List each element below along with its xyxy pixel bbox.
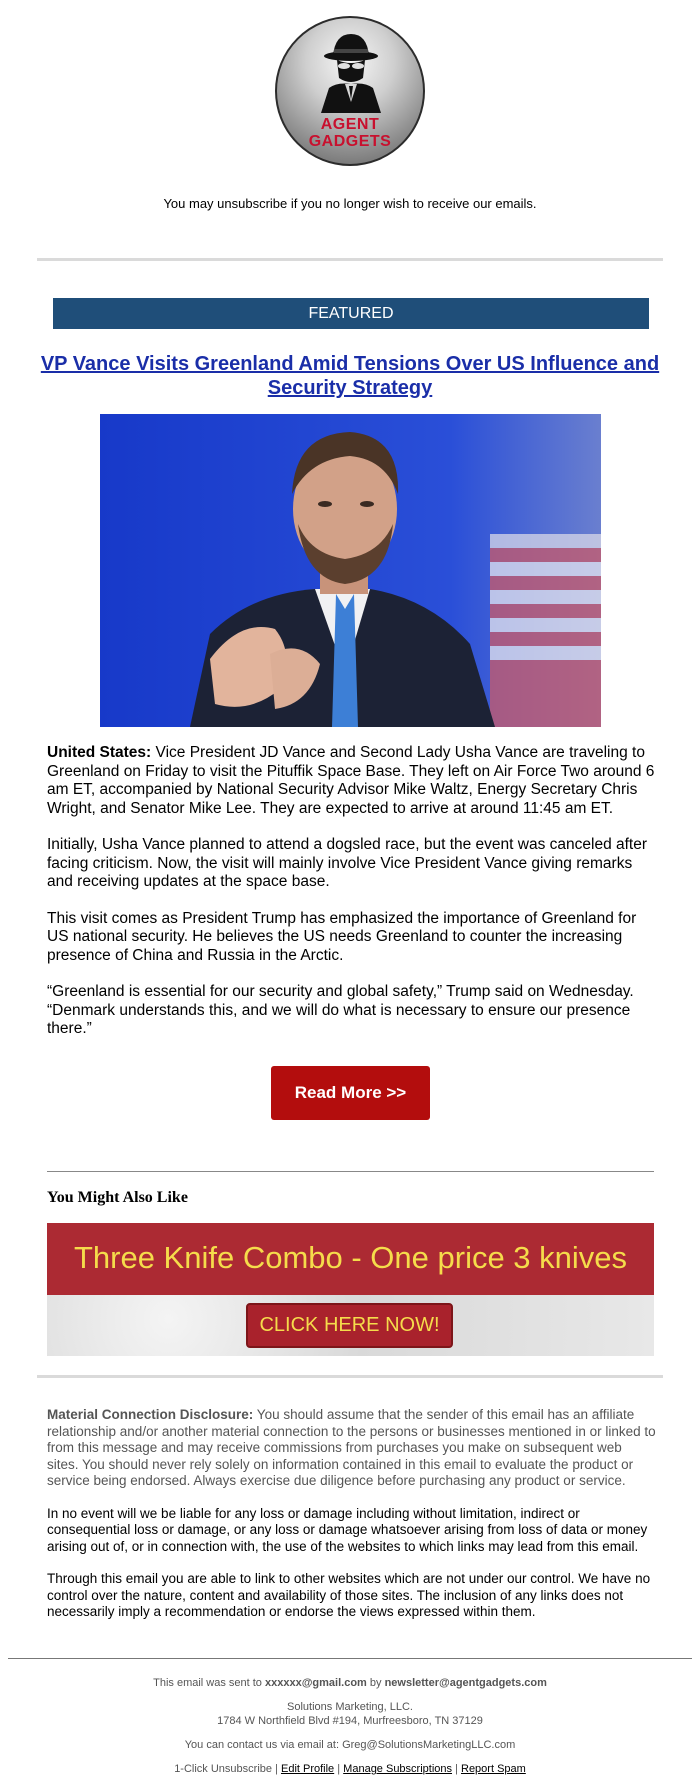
sent-prefix: This email was sent to bbox=[153, 1677, 265, 1689]
material-connection-disclosure bbox=[47, 1407, 657, 1490]
ad-click-here-button[interactable]: CLICK HERE NOW! bbox=[246, 1303, 453, 1348]
divider bbox=[37, 258, 663, 261]
logo-line-2: GADGETS bbox=[308, 133, 392, 150]
article-paragraph-4: “Greenland is essential for our security and global safety,” Trump said on Wednesday. “Denmark understands this, and we will do what is necessary to ensure our presence there.” bbox=[47, 983, 634, 1037]
article-paragraph-1 bbox=[47, 744, 657, 818]
footer-links bbox=[0, 1762, 700, 1776]
manage-subscriptions-link[interactable]: Manage Subscriptions bbox=[343, 1763, 453, 1775]
disclaimer-section bbox=[47, 1407, 657, 1637]
read-more-button[interactable]: Read More >> bbox=[271, 1066, 430, 1120]
article-headline-link[interactable]: VP Vance Visits Greenland Amid Tensions Over US Influence and Security Strategy bbox=[40, 353, 660, 399]
contact-line: You can contact us via email at: Greg@SolutionsMarketingLLC.com bbox=[184, 1739, 516, 1751]
divider bbox=[37, 1375, 663, 1378]
article-paragraph-3: This visit comes as President Trump has emphasized the importance of Greenland for US national security. He believes the US needs Greenland to counter the increasing presence of China and Russia in the Arctic. bbox=[47, 909, 637, 964]
logo-line-1: AGENT bbox=[320, 116, 380, 133]
sent-by: by bbox=[366, 1677, 385, 1689]
knife-combo-ad-banner[interactable] bbox=[47, 1223, 654, 1356]
one-click-unsubscribe-link[interactable]: 1-Click Unsubscribe bbox=[174, 1763, 272, 1775]
disclosure-label: Material Connection Disclosure: bbox=[47, 1407, 254, 1422]
featured-banner: FEATURED bbox=[53, 298, 649, 329]
company-address: 1784 W Northfield Blvd #194, Murfreesboro, TN 37129 bbox=[217, 1715, 483, 1727]
report-spam-link[interactable]: Report Spam bbox=[461, 1763, 526, 1775]
ad-headline: Three Knife Combo - One price 3 knives bbox=[47, 1223, 654, 1295]
footer-divider bbox=[8, 1658, 692, 1659]
link-separator: | bbox=[452, 1763, 461, 1775]
edit-profile-link[interactable]: Edit Profile bbox=[280, 1763, 335, 1775]
vance-photo-illustration bbox=[100, 414, 601, 727]
divider bbox=[47, 1171, 654, 1172]
company-name: Solutions Marketing, LLC. bbox=[287, 1701, 413, 1713]
article-location-label: United States: bbox=[47, 744, 152, 761]
recipient-email: xxxxxx@gmail.com bbox=[264, 1677, 367, 1689]
link-separator: | bbox=[272, 1763, 281, 1775]
you-might-also-like-heading: You Might Also Like bbox=[47, 1189, 188, 1206]
agent-gadgets-logo[interactable] bbox=[275, 16, 427, 168]
logo-badge bbox=[275, 16, 425, 166]
sender-email: newsletter@agentgadgets.com bbox=[384, 1677, 547, 1689]
article-paragraph-2: Initially, Usha Vance planned to attend a dogsled race, but the event was canceled after facing criticism. Now, the visit will mainly involve Vice President Vance giving remarks and receiving updates at the space base. bbox=[47, 836, 648, 890]
email-footer bbox=[0, 1676, 700, 1776]
article-body bbox=[47, 744, 657, 1057]
disclosure-text: You should assume that the sender of this email has an affiliate relationship and/or another material connection to the persons or businesses mentioned in or linked to from this message and may receive commissions from purchases you make on subsequent web sites. You should never rely solely on information contained in this email to evaluate the product or service being endorsed. Always exercise due diligence before purchasing any product or service. bbox=[47, 1407, 656, 1488]
external-links-paragraph: Through this email you are able to link to other websites which are not under our control. We have no control over the nature, content and availability of those sites. The inclusion of any links does not necessarily imply a recommendation or endorse the views expressed within them. bbox=[47, 1571, 651, 1619]
link-separator: | bbox=[334, 1763, 344, 1775]
article-photo[interactable] bbox=[100, 414, 601, 727]
sent-to-line bbox=[0, 1676, 700, 1690]
liability-paragraph: In no event will we be liable for any loss or damage including without limitation, indirect or consequential loss or damage, or any loss or damage whatsoever arising from loss of data or money arising out of, or in connection with, the use of the websites to which links may lead from this email. bbox=[47, 1505, 648, 1554]
article-paragraph-1-text: Vice President JD Vance and Second Lady Usha Vance are traveling to Greenland on Friday to visit the Pituffik Space Base. They left on Air Force Two around 6 am ET, accompanied by National Security Advisor Mike Waltz, Energy Secretary Chris Wright, and Senator Mike Lee. They are expected to arrive at around 11:45 am ET. bbox=[47, 744, 655, 817]
unsubscribe-notice: You may unsubscribe if you no longer wish to receive our emails. bbox=[163, 196, 537, 211]
logo-wordmark bbox=[277, 116, 423, 150]
